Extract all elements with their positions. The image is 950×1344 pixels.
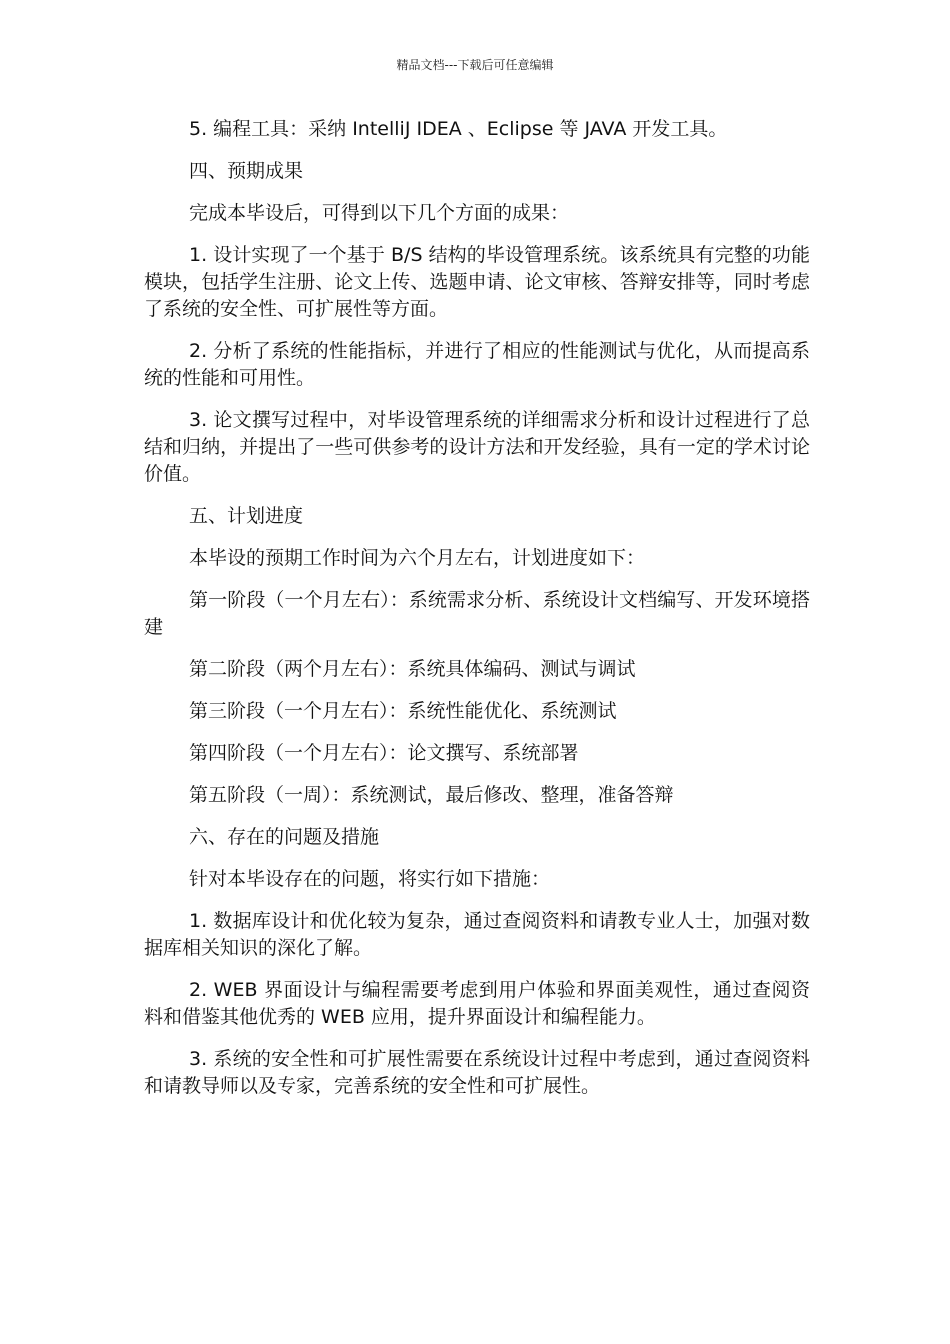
paragraph-measure-1: 1. 数据库设计和优化较为复杂，通过查阅资料和请教专业人士，加强对数据库相关知识的深化了解。 bbox=[144, 910, 810, 959]
paragraph-measure-3: 3. 系统的安全性和可扩展性需要在系统设计过程中考虑到，通过查阅资料和请教导师以及专家，完善系统的安全性和可扩展性。 bbox=[144, 1048, 810, 1097]
paragraph-phase-2: 第二阶段（两个月左右）：系统具体编码、测试与调试 bbox=[189, 658, 636, 680]
document-body bbox=[144, 116, 810, 1115]
paragraph-result-3: 3. 论文撰写过程中，对毕设管理系统的详细需求分析和设计过程进行了总结和归纳，并提出了一些可供参考的设计方法和开发经验，具有一定的学术讨论价值。 bbox=[144, 409, 810, 485]
paragraph-phase-1: 第一阶段（一个月左右）：系统需求分析、系统设计文档编写、开发环境搭建 bbox=[144, 589, 810, 638]
paragraph-result-1: 1. 设计实现了一个基于 B/S 结构的毕设管理系统。该系统具有完整的功能模块，包括学生注册、论文上传、选题申请、论文审核、答辩安排等，同时考虑了系统的安全性、可扩展性等方面。 bbox=[144, 244, 810, 320]
paragraph-phase-3: 第三阶段（一个月左右）：系统性能优化、系统测试 bbox=[189, 700, 617, 722]
section-heading-expected-results: 四、预期成果 bbox=[189, 160, 304, 182]
paragraph-schedule-intro: 本毕设的预期工作时间为六个月左右，计划进度如下： bbox=[189, 547, 646, 569]
page-header: 精品文档---下载后可任意编辑 bbox=[396, 58, 554, 72]
paragraph-phase-5: 第五阶段（一周）：系统测试，最后修改、整理，准备答辩 bbox=[189, 784, 674, 806]
paragraph-result-2: 2. 分析了系统的性能指标，并进行了相应的性能测试与优化，从而提高系统的性能和可用性。 bbox=[144, 340, 810, 389]
section-heading-schedule: 五、计划进度 bbox=[189, 505, 304, 527]
paragraph-measures-intro: 针对本毕设存在的问题，将实行如下措施： bbox=[189, 868, 551, 890]
paragraph-results-intro: 完成本毕设后，可得到以下几个方面的成果： bbox=[189, 202, 570, 224]
section-heading-problems: 六、存在的问题及措施 bbox=[189, 826, 380, 848]
paragraph-tools: 5. 编程工具：采纳 IntelliJ IDEA 、Eclipse 等 JAVA 开发工具。 bbox=[189, 118, 728, 140]
paragraph-measure-2: 2. WEB 界面设计与编程需要考虑到用户体验和界面美观性，通过查阅资料和借鉴其他优秀的 WEB 应用，提升界面设计和编程能力。 bbox=[144, 979, 810, 1028]
paragraph-phase-4: 第四阶段（一个月左右）：论文撰写、系统部署 bbox=[189, 742, 579, 764]
